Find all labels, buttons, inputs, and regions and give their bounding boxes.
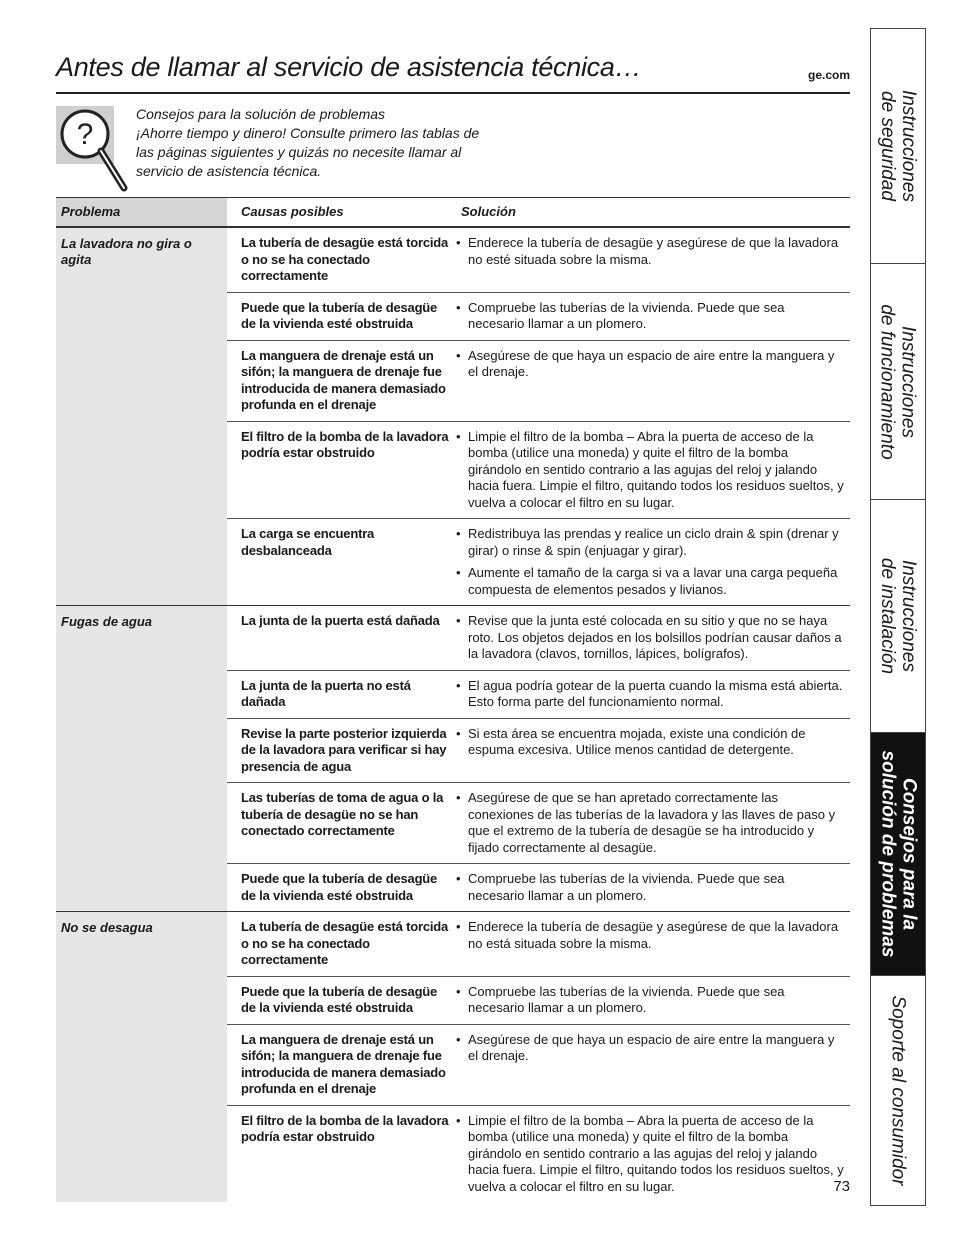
solution-bullet bbox=[456, 613, 844, 663]
bullet-icon: • bbox=[456, 613, 461, 628]
intro-text bbox=[136, 105, 516, 181]
svg-text:?: ? bbox=[76, 118, 94, 151]
cause-text: La manguera de drenaje está un sifón; la manguera de drenaje fue introducida de manera demasiado profunda en el drenaje bbox=[241, 1031, 446, 1096]
solution-bullet bbox=[456, 790, 844, 856]
table-row bbox=[227, 912, 850, 977]
solution-cell bbox=[456, 984, 850, 1017]
solution-cell bbox=[456, 429, 850, 512]
solution-text: El agua podría gotear de la puerta cuando la misma está abierta. Esto forma parte del funcionamiento normal. bbox=[468, 677, 843, 709]
bullet-icon: • bbox=[456, 235, 461, 250]
table-row bbox=[227, 293, 850, 341]
solution-bullet bbox=[456, 678, 844, 711]
solution-cell bbox=[456, 1113, 850, 1196]
solution-text: Compruebe las tuberías de la vivienda. Puede que sea necesario llamar a un plomero. bbox=[468, 871, 785, 903]
solution-bullet bbox=[456, 1113, 844, 1196]
section-tab[interactable] bbox=[871, 733, 925, 976]
solution-bullet bbox=[456, 871, 844, 904]
solution-cell bbox=[456, 300, 850, 333]
solution-text: Aumente el tamaño de la carga si va a lavar una carga pequeña compuesta de elementos pesados y livianos. bbox=[468, 565, 838, 597]
table-row bbox=[227, 864, 850, 911]
table-row bbox=[227, 422, 850, 520]
solution-text: Compruebe las tuberías de la vivienda. Puede que sea necesario llamar a un plomero. bbox=[468, 983, 785, 1015]
solution-text: Compruebe las tuberías de la vivienda. Puede que sea necesario llamar a un plomero. bbox=[468, 299, 785, 331]
solution-cell bbox=[456, 919, 850, 969]
intro-line: servicio de asistencia técnica. bbox=[136, 163, 322, 179]
table-row bbox=[227, 341, 850, 422]
section-tab-label: Soporte al consumidor bbox=[887, 995, 909, 1186]
site-url: ge.com bbox=[807, 68, 850, 82]
header-problem: Problema bbox=[56, 198, 227, 226]
section-tab[interactable] bbox=[871, 29, 925, 264]
table-header bbox=[56, 197, 850, 228]
intro-line: Consejos para la solución de problemas bbox=[136, 106, 386, 122]
cause-text: Las tuberías de toma de agua o la tubería de desagüe no se han conectado correctamente bbox=[241, 790, 444, 838]
cause-text: La junta de la puerta no está dañada bbox=[241, 677, 411, 709]
cause-text: La manguera de drenaje está un sifón; la manguera de drenaje fue introducida de manera demasiado profunda en el drenaje bbox=[241, 347, 446, 412]
table-row bbox=[227, 1106, 850, 1203]
solution-text: Revise que la junta esté colocada en su sitio y que no se haya roto. Los objetos dejados en los bolsillos podrían causar daños a la lavadora (clavos, tornillos, lápices, bolígrafos). bbox=[468, 613, 842, 661]
bullet-icon: • bbox=[456, 677, 461, 693]
solution-bullet bbox=[456, 984, 844, 1017]
bullet-icon: • bbox=[456, 983, 461, 999]
header-solution: Solución bbox=[461, 204, 516, 219]
header-causes: Causas posibles bbox=[241, 204, 344, 219]
section-tabs bbox=[870, 28, 926, 1206]
solution-cell bbox=[456, 790, 850, 856]
solution-text: Asegúrese de que haya un espacio de aire entre la manguera y el drenaje. bbox=[468, 347, 835, 379]
cause-text: La carga se encuentra desbalanceada bbox=[241, 526, 375, 558]
section-tab[interactable] bbox=[871, 976, 925, 1205]
cause-text: El filtro de la bomba de la lavadora podría estar obstruido bbox=[241, 1112, 449, 1144]
table-row bbox=[227, 719, 850, 784]
cause-text: Puede que la tubería de desagüe de la vivienda esté obstruida bbox=[241, 983, 438, 1015]
solution-bullet bbox=[456, 429, 844, 512]
section-tab-label: Instrucciones de seguridad bbox=[877, 90, 920, 202]
solution-text: Asegúrese de que haya un espacio de aire entre la manguera y el drenaje. bbox=[468, 1031, 835, 1063]
intro-line: las páginas siguientes y quizás no necesite llamar al bbox=[136, 144, 462, 160]
solution-cell bbox=[456, 1032, 850, 1098]
problem-group bbox=[56, 228, 850, 606]
solution-bullet bbox=[456, 1032, 844, 1065]
table-row bbox=[227, 671, 850, 719]
solution-cell bbox=[456, 348, 850, 414]
solution-bullet bbox=[456, 526, 844, 559]
page-number: 73 bbox=[833, 1178, 850, 1195]
problem-group bbox=[56, 606, 850, 912]
bullet-icon: • bbox=[456, 1031, 461, 1047]
solution-bullet bbox=[456, 235, 844, 268]
page-title: Antes de llamar al servicio de asistencia técnica… bbox=[56, 52, 642, 82]
cause-text: Puede que la tubería de desagüe de la vivienda esté obstruida bbox=[241, 871, 438, 903]
solution-cell bbox=[456, 678, 850, 711]
solution-cell bbox=[456, 235, 850, 285]
title-rule bbox=[56, 92, 850, 94]
solution-bullet bbox=[456, 348, 844, 381]
cause-text: La tubería de desagüe está torcida o no se ha conectado correctamente bbox=[241, 235, 449, 283]
problem-label: La lavadora no gira o agita bbox=[56, 228, 227, 605]
solution-text: Enderece la tubería de desagüe y asegúrese de que la lavadora no está situada sobre la misma. bbox=[468, 919, 839, 951]
solution-text: Limpie el filtro de la bomba – Abra la puerta de acceso de la bomba (utilice una moneda) y quite el filtro de la bomba girándolo en sentido contrario a las agujas del reloj y jalando hacia fuera. Limpie el filtro, quitando todos los residuos sueltos, y vuelva a colocar el filtro en su lugar. bbox=[468, 1112, 844, 1194]
table-row bbox=[227, 783, 850, 864]
solution-cell bbox=[456, 726, 850, 776]
cause-text: Revise la parte posterior izquierda de la lavadora para verificar si hay presencia de agua bbox=[241, 725, 447, 774]
table-row bbox=[227, 1025, 850, 1106]
solution-text: Asegúrese de que se han apretado correctamente las conexiones de las tuberías de la lavadora y las llaves de paso y que el extremo de la tubería de desagüe se ha introducido y fijado correctamente al desagüe. bbox=[468, 790, 836, 855]
troubleshooting-table bbox=[56, 197, 850, 1202]
solution-cell bbox=[456, 526, 850, 598]
section-tab[interactable] bbox=[871, 500, 925, 733]
bullet-icon: • bbox=[456, 871, 461, 886]
bullet-icon: • bbox=[456, 428, 461, 444]
solution-text: Redistribuya las prendas y realice un ciclo drain & spin (drenar y girar) o rinse & spin (enjuagar y girar). bbox=[468, 526, 839, 558]
cause-text: El filtro de la bomba de la lavadora podría estar obstruido bbox=[241, 428, 449, 460]
problem-label: Fugas de agua bbox=[56, 606, 227, 911]
solution-bullet bbox=[456, 565, 844, 598]
section-tab-label: Instrucciones de funcionamiento bbox=[877, 303, 919, 460]
solution-cell bbox=[456, 613, 850, 663]
table-row bbox=[227, 228, 850, 293]
intro-line: ¡Ahorre tiempo y dinero! Consulte primero las tablas de bbox=[136, 125, 480, 141]
table-row bbox=[227, 519, 850, 605]
solution-bullet bbox=[456, 300, 844, 333]
bullet-icon: • bbox=[456, 790, 461, 805]
solution-text: Enderece la tubería de desagüe y asegúrese de que la lavadora no esté situada sobre la misma. bbox=[468, 235, 839, 267]
bullet-icon: • bbox=[456, 565, 461, 580]
bullet-icon: • bbox=[456, 526, 461, 541]
solution-bullet bbox=[456, 726, 844, 759]
solution-text: Limpie el filtro de la bomba – Abra la puerta de acceso de la bomba (utilice una moneda) y quite el filtro de la bomba girándolo en sentido contrario a las agujas del reloj y jalando hacia fuera. Limpie el filtro, quitando todos los residuos sueltos, y vuelva a colocar el filtro en su lugar. bbox=[468, 428, 844, 510]
bullet-icon: • bbox=[456, 1112, 461, 1128]
problem-group bbox=[56, 912, 850, 1202]
cause-text: Puede que la tubería de desagüe de la vivienda esté obstruida bbox=[241, 299, 438, 331]
solution-cell bbox=[456, 871, 850, 904]
cause-text: La tubería de desagüe está torcida o no se ha conectado correctamente bbox=[241, 919, 449, 967]
help-magnifier-icon bbox=[56, 106, 130, 192]
table-body bbox=[56, 228, 850, 1202]
cause-text: La junta de la puerta está dañada bbox=[241, 613, 440, 628]
bullet-icon: • bbox=[456, 919, 461, 934]
section-tab-label: Instrucciones de instalación bbox=[877, 557, 920, 675]
table-row bbox=[227, 977, 850, 1025]
section-tab[interactable] bbox=[871, 264, 925, 500]
solution-text: Si esta área se encuentra mojada, existe una condición de espuma excesiva. Utilice menos cantidad de detergente. bbox=[468, 725, 806, 757]
section-tab-label: Consejos para la solución de problemas bbox=[877, 750, 919, 958]
table-row bbox=[227, 606, 850, 671]
bullet-icon: • bbox=[456, 347, 461, 363]
problem-label: No se desagua bbox=[56, 912, 227, 1202]
bullet-icon: • bbox=[456, 299, 461, 315]
bullet-icon: • bbox=[456, 725, 461, 741]
solution-bullet bbox=[456, 919, 844, 952]
